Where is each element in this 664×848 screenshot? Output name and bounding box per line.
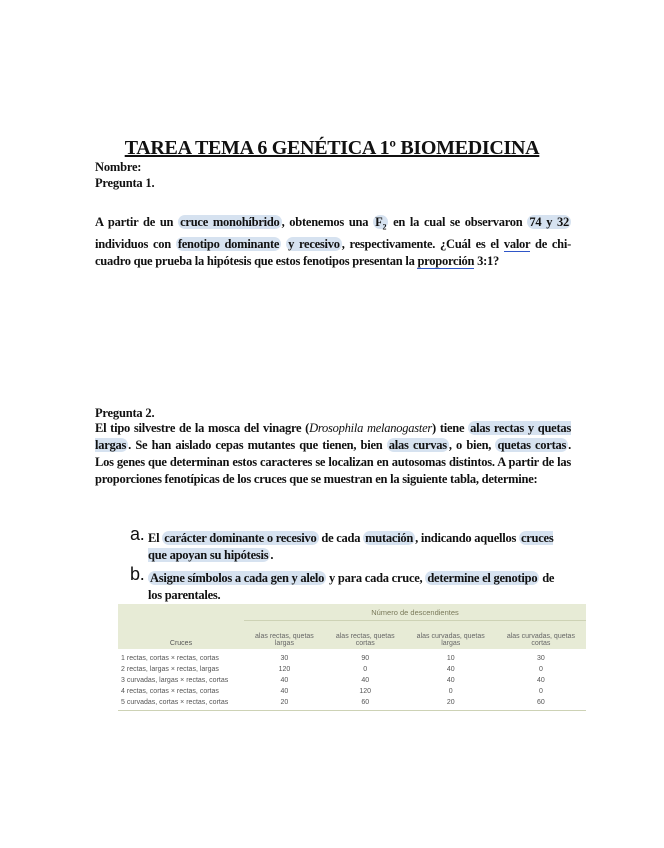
q1-highlight-f2 xyxy=(373,215,388,232)
document-title: TAREA TEMA 6 GENÉTICA 1º BIOMEDICINA xyxy=(124,137,540,159)
item-b-text-3: de los parentales. xyxy=(148,571,555,602)
q1-text-4: individuos con xyxy=(95,236,176,251)
table-header-col-2: alas rectas, quetas cortas xyxy=(325,621,406,650)
q1-text-3: en la cual se observaron xyxy=(388,215,528,229)
table-row xyxy=(118,675,586,686)
q2-text-4: , o bien, xyxy=(448,438,496,452)
cross-cell: 5 curvadas, cortas × rectas, cortas xyxy=(118,697,244,711)
table-header-col-3: alas curvadas, quetas largas xyxy=(406,621,496,650)
count-cell: 0 xyxy=(363,666,368,673)
count-cell: 0 xyxy=(448,688,453,695)
count-cell: 40 xyxy=(361,677,370,684)
question-1-text xyxy=(95,214,571,270)
question-2-text xyxy=(95,420,571,488)
list-marker-b: b. xyxy=(130,564,145,584)
list-marker-a: a. xyxy=(130,524,145,544)
q1-text-7: 3:1? xyxy=(474,253,500,268)
q1-text-1: A partir de un xyxy=(95,215,179,229)
question-2-label: Pregunta 2. xyxy=(95,406,155,420)
count-cell: 40 xyxy=(537,677,545,684)
count-cell: 0 xyxy=(538,688,543,695)
q2-highlight-cortas: quetas cortas xyxy=(497,438,567,452)
table-header-col-1: alas rectas, quetas largas xyxy=(244,621,325,650)
count-cell: 30 xyxy=(537,655,545,662)
name-label: Nombre: xyxy=(95,160,142,174)
q1-highlight-counts: 74 y 32 xyxy=(529,215,570,229)
item-a-text-3: , indicando aquellos xyxy=(415,531,519,545)
count-cell: 10 xyxy=(446,655,455,662)
count-cell: 90 xyxy=(361,655,370,662)
count-cell: 20 xyxy=(406,697,496,711)
count-cell: 40 xyxy=(446,677,455,684)
count-cell: 60 xyxy=(496,697,586,711)
item-a-text-1: El xyxy=(148,531,163,545)
table-row xyxy=(118,686,586,697)
item-a-text-4: . xyxy=(270,548,274,562)
q1-underline-valor: valor xyxy=(503,236,531,251)
table-header-group: Número de descendientes xyxy=(244,604,586,621)
q2-text-1: El tipo silvestre de la mosca del vinagre ( xyxy=(95,421,310,435)
item-a-highlight-caracter: carácter dominante o recesivo xyxy=(164,531,317,545)
cross-cell: 4 rectas, cortas × rectas, cortas xyxy=(121,688,219,695)
count-cell: 30 xyxy=(280,655,289,662)
q2-species: Drosophila melanogaster xyxy=(309,421,433,435)
count-cell: 120 xyxy=(278,666,291,673)
list-item-b xyxy=(130,564,570,604)
cross-cell: 1 rectas, cortas × rectas, cortas xyxy=(121,655,219,662)
q1-highlight-dominant: fenotipo dominante xyxy=(177,236,280,251)
count-cell: 0 xyxy=(538,666,543,673)
q2-highlight-curvas: alas curvas xyxy=(388,438,447,452)
q1-text-5: , respectivamente. ¿Cuál es el xyxy=(341,236,504,251)
item-a-text-2: de cada xyxy=(318,531,364,545)
item-a-highlight-cruces: cruces que apoyan su hipótesis xyxy=(148,531,554,562)
crosses-table xyxy=(118,604,586,711)
table-row xyxy=(118,649,586,664)
count-cell: 20 xyxy=(244,697,325,711)
q2-highlight-wildtype: alas rectas y quetas largas xyxy=(95,421,571,452)
table-header-col-4: alas curvadas, quetas cortas xyxy=(496,621,586,650)
table-header-cruces: Cruces xyxy=(118,604,244,649)
cross-cell: 3 curvadas, largas × rectas, cortas xyxy=(121,677,229,684)
q1-text-2: , obtenemos una xyxy=(281,215,374,229)
q1-underline-proporcion: proporción xyxy=(417,253,475,268)
q1-f2-main: F xyxy=(375,215,383,229)
table-row xyxy=(118,664,586,675)
count-cell: 40 xyxy=(280,677,289,684)
list-text-a xyxy=(148,530,570,564)
list-item-a xyxy=(130,524,570,564)
q1-f2-sub: 2 xyxy=(382,222,387,232)
count-cell: 40 xyxy=(280,688,289,695)
cross-cell: 2 rectas, largas × rectas, largas xyxy=(121,666,219,673)
q1-highlight-recessive: y recesivo xyxy=(288,236,340,251)
q1-text-6: de chi-cuadro que prueba la hipótesis que estos fenotipos presentan la xyxy=(95,236,572,268)
item-b-highlight-genotipo: determine el genotipo xyxy=(427,571,538,585)
count-cell: 120 xyxy=(359,688,372,695)
item-b-highlight-simbolos: Asigne símbolos a cada gen y alelo xyxy=(150,571,325,585)
item-a-highlight-mutacion: mutación xyxy=(365,531,414,545)
q2-text-5: . Los genes que determinan estos caracteres se localizan en autosomas distintos. A partir de las proporciones fenotípicas de los cruces que se muestran en la siguiente tabla, determine: xyxy=(95,438,571,486)
item-b-text-2: y para cada cruce, xyxy=(326,571,426,585)
count-cell: 60 xyxy=(325,697,406,711)
question-1-label: Pregunta 1. xyxy=(95,176,155,190)
list-text-b xyxy=(148,570,570,604)
q1-highlight-cruce: cruce monohíbrido xyxy=(180,215,280,229)
q2-text-2: ) tiene xyxy=(432,421,469,435)
count-cell: 40 xyxy=(446,666,455,673)
q2-text-3: . Se han aislado cepas mutantes que tienen, bien xyxy=(128,438,387,452)
table-row xyxy=(118,697,586,711)
